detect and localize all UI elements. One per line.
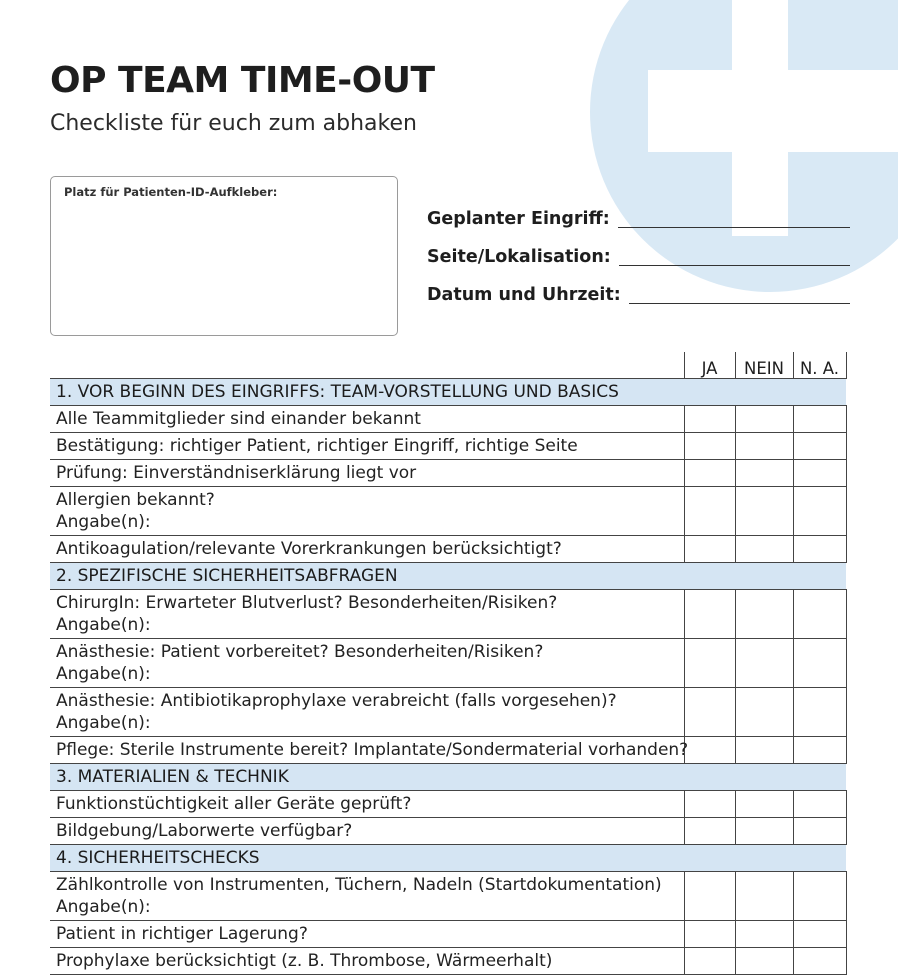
field-planned-procedure (427, 208, 850, 230)
checkbox-na[interactable] (793, 460, 846, 487)
checklist-row (50, 737, 846, 764)
question-text: Pflege: Sterile Instrumente bereit? Implantate/Sondermaterial vorhanden? (56, 740, 689, 760)
checkbox-no[interactable] (735, 487, 793, 536)
question-text: Prüfung: Einverständniserklärung liegt vor (56, 463, 417, 483)
checklist-table (50, 352, 847, 975)
checkbox-yes[interactable] (684, 791, 735, 818)
checkbox-na[interactable] (793, 872, 846, 921)
checklist-row (50, 688, 846, 737)
question-text: ChirurgIn: Erwarteter Blutverlust? Besonderheiten/Risiken? (56, 593, 558, 613)
question-text: Funktionstüchtigkeit aller Geräte geprüft? (56, 794, 412, 814)
checklist-row (50, 590, 846, 639)
checklist-question (50, 688, 684, 737)
checkbox-na[interactable] (793, 433, 846, 460)
checkbox-na[interactable] (793, 791, 846, 818)
checklist-question (50, 460, 684, 487)
checkbox-na[interactable] (793, 737, 846, 764)
section-header-row (50, 845, 846, 872)
checkbox-na[interactable] (793, 639, 846, 688)
checkbox-yes[interactable] (684, 406, 735, 433)
question-text: Allergien bekannt? (56, 490, 215, 510)
question-text: Zählkontrolle von Instrumenten, Tüchern, Nadeln (Startdokumentation) (56, 875, 662, 895)
checkbox-yes[interactable] (684, 590, 735, 639)
checkbox-na[interactable] (793, 818, 846, 845)
checklist-question (50, 948, 684, 975)
field-label: Seite/Lokalisation: (427, 247, 611, 267)
checkbox-no[interactable] (735, 590, 793, 639)
date-time-input[interactable] (629, 302, 850, 304)
checklist-question (50, 590, 684, 639)
planned-procedure-input[interactable] (618, 226, 850, 228)
checkbox-no[interactable] (735, 688, 793, 737)
checkbox-yes[interactable] (684, 536, 735, 563)
question-text: Bestätigung: richtiger Patient, richtiger Eingriff, richtige Seite (56, 436, 578, 456)
checkbox-no[interactable] (735, 639, 793, 688)
checklist-row (50, 406, 846, 433)
checkbox-yes[interactable] (684, 948, 735, 975)
checkbox-no[interactable] (735, 791, 793, 818)
checklist-row (50, 791, 846, 818)
answer-note-label: Angabe(n): (56, 512, 151, 532)
checkbox-yes[interactable] (684, 921, 735, 948)
field-date-time (427, 284, 850, 306)
checkbox-na[interactable] (793, 921, 846, 948)
checkbox-yes[interactable] (684, 487, 735, 536)
field-side-location (427, 246, 850, 268)
column-header-no: NEIN (735, 352, 793, 379)
section-header-row (50, 379, 846, 406)
checkbox-na[interactable] (793, 487, 846, 536)
checklist-question (50, 921, 684, 948)
checklist-question (50, 791, 684, 818)
answer-note-label: Angabe(n): (56, 664, 151, 684)
checklist-question (50, 406, 684, 433)
question-text: Alle Teammitglieder sind einander bekannt (56, 409, 421, 429)
checkbox-no[interactable] (735, 460, 793, 487)
column-header-row (50, 352, 846, 379)
checklist-row (50, 948, 846, 975)
answer-note-label: Angabe(n): (56, 713, 151, 733)
checkbox-no[interactable] (735, 433, 793, 460)
checkbox-yes[interactable] (684, 872, 735, 921)
section-title: 1. VOR BEGINN DES EINGRIFFS: TEAM-VORSTELLUNG UND BASICS (50, 379, 846, 406)
question-text: Bildgebung/Laborwerte verfügbar? (56, 821, 353, 841)
checkbox-yes[interactable] (684, 737, 735, 764)
section-title: 4. SICHERHEITSCHECKS (50, 845, 846, 872)
checklist-row (50, 872, 846, 921)
page-title: OP TEAM TIME-OUT (50, 60, 435, 101)
checkbox-yes[interactable] (684, 433, 735, 460)
checkbox-na[interactable] (793, 948, 846, 975)
checkbox-yes[interactable] (684, 460, 735, 487)
checklist-question (50, 433, 684, 460)
question-text: Prophylaxe berücksichtigt (z. B. Thrombose, Wärmeerhalt) (56, 951, 553, 971)
checklist-row (50, 460, 846, 487)
answer-note-label: Angabe(n): (56, 897, 151, 917)
question-text: Anästhesie: Patient vorbereitet? Besonderheiten/Risiken? (56, 642, 544, 662)
checklist-question (50, 639, 684, 688)
answer-note-label: Angabe(n): (56, 615, 151, 635)
question-text: Anästhesie: Antibiotikaprophylaxe verabreicht (falls vorgesehen)? (56, 691, 617, 711)
checkbox-no[interactable] (735, 818, 793, 845)
column-header-na: N. A. (793, 352, 846, 379)
checklist-row (50, 921, 846, 948)
checklist-row (50, 536, 846, 563)
side-location-input[interactable] (619, 264, 850, 266)
section-title: 2. SPEZIFISCHE SICHERHEITSABFRAGEN (50, 563, 846, 590)
patient-id-sticker-box[interactable] (50, 176, 398, 336)
checkbox-no[interactable] (735, 536, 793, 563)
checklist-row (50, 639, 846, 688)
checklist-question (50, 872, 684, 921)
checkbox-no[interactable] (735, 921, 793, 948)
checkbox-no[interactable] (735, 406, 793, 433)
section-header-row (50, 764, 846, 791)
checklist-row (50, 818, 846, 845)
checkbox-no[interactable] (735, 948, 793, 975)
checkbox-na[interactable] (793, 688, 846, 737)
field-label: Geplanter Eingriff: (427, 209, 610, 229)
question-text: Patient in richtiger Lagerung? (56, 924, 308, 944)
checkbox-yes[interactable] (684, 818, 735, 845)
checklist-row (50, 487, 846, 536)
checkbox-na[interactable] (793, 590, 846, 639)
question-text: Antikoagulation/relevante Vorerkrankungen berücksichtigt? (56, 539, 562, 559)
checkbox-no[interactable] (735, 872, 793, 921)
section-title: 3. MATERIALIEN & TECHNIK (50, 764, 846, 791)
checklist-question (50, 818, 684, 845)
checklist-question (50, 487, 684, 536)
checkbox-yes[interactable] (684, 639, 735, 688)
field-label: Datum und Uhrzeit: (427, 285, 621, 305)
page-subtitle: Checkliste für euch zum abhaken (50, 111, 417, 136)
checklist-question (50, 536, 684, 563)
column-header-blank (50, 352, 684, 379)
checkbox-na[interactable] (793, 406, 846, 433)
checklist-question (50, 737, 689, 764)
checkbox-yes[interactable] (684, 688, 735, 737)
checklist-row (50, 433, 846, 460)
checkbox-no[interactable] (735, 737, 793, 764)
checkbox-na[interactable] (793, 536, 846, 563)
patient-id-label: Platz für Patienten-ID-Aufkleber: (64, 185, 278, 199)
column-header-yes: JA (684, 352, 735, 379)
section-header-row (50, 563, 846, 590)
